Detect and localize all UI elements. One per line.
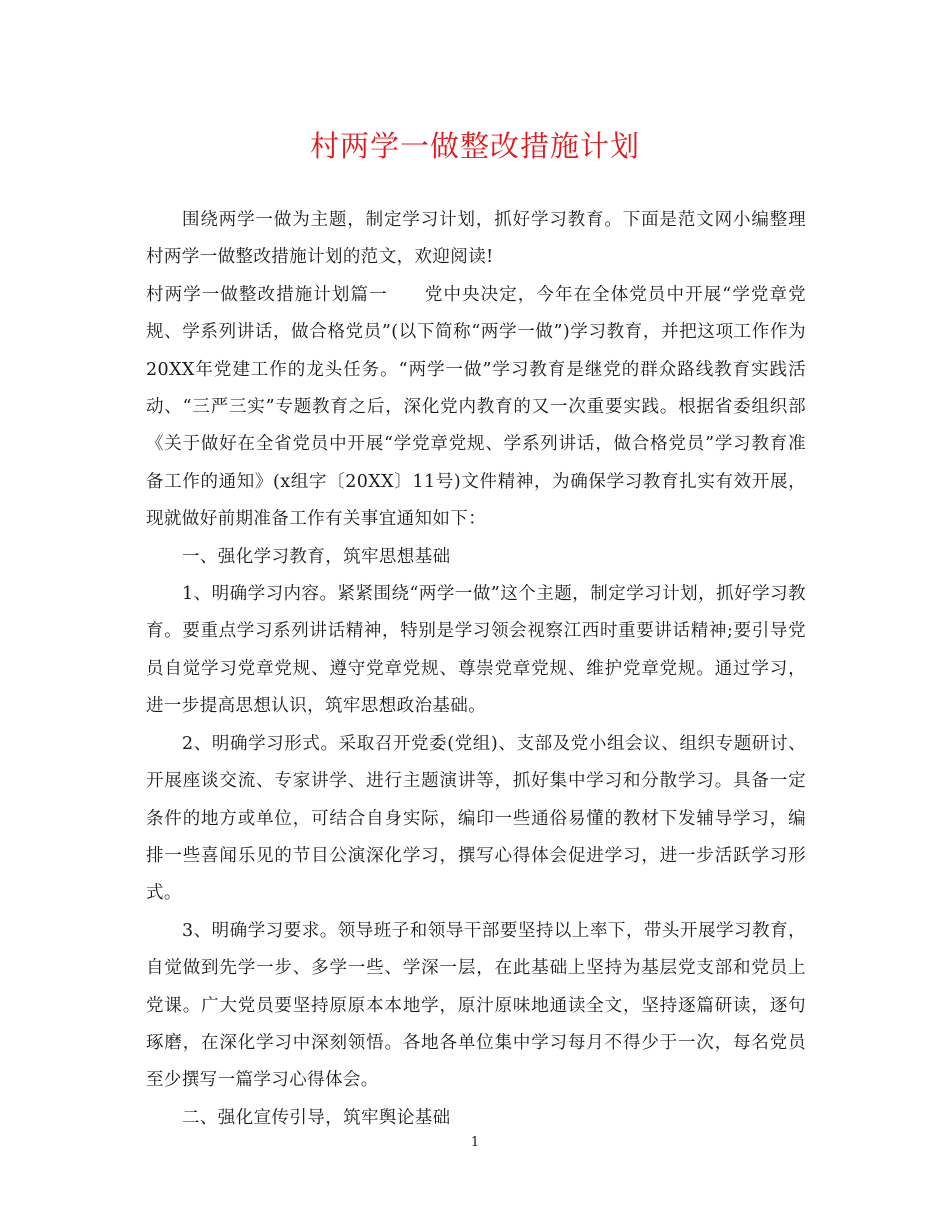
section-heading-two: 二、强化宣传引导，筑牢舆论基础 <box>182 1107 451 1128</box>
item-two-paragraph: 2、明确学习形式。采取召开党委(党组)、支部及党小组会议、组织专题研讨、开展座谈交流、专家讲学、进行主题演讲等，抓好集中学习和分散学习。具备一定条件的地方或单位，可结合自身实际，编印一些通俗易懂的教材下发辅导学习，编排一些喜闻乐见的节目公演深化学习，撰写心得体会促进学习，进一步活跃学习形式。 <box>146 733 806 904</box>
part-one-paragraph: 村两学一做整改措施计划篇一 党中央决定，今年在全体党员中开展“学党章党规、学系列讲话，做合格党员”(以下简称“两学一做”)学习教育，并把这项工作作为20XX年党建工作的龙头任务。“两学一做”学习教育是继党的群众路线教育实践活动、“三严三实”专题教育之后，深化党内教育的又一次重要实践。根据省委组织部《关于做好在全省党员中开展“学党章党规、学系列讲话，做合格党员”学习教育准备工作的通知》(x组字〔20XX〕11号)文件精神，为确保学习教育扎实有效开展，现就做好前期准备工作有关事宜通知如下： <box>146 284 806 530</box>
page-number: 1 <box>470 1135 480 1150</box>
document-body <box>146 202 806 1137</box>
document-title: 村两学一做整改措施计划 <box>309 129 640 163</box>
item-one-paragraph: 1、明确学习内容。紧紧围绕“两学一做”这个主题，制定学习计划，抓好学习教育。要重点学习系列讲话精神，特别是学习领会视察江西时重要讲话精神;要引导党员自觉学习党章党规、遵守党章党规、尊崇党章党规、维护党章党规。通过学习，进一步提高思想认识，筑牢思想政治基础。 <box>146 584 806 717</box>
section-heading-one: 一、强化学习教育，筑牢思想基础 <box>182 546 451 567</box>
intro-paragraph: 围绕两学一做为主题，制定学习计划，抓好学习教育。下面是范文网小编整理村两学一做整改措施计划的范文，欢迎阅读! <box>146 210 806 268</box>
item-three-paragraph: 3、明确学习要求。领导班子和领导干部要坚持以上率下，带头开展学习教育，自觉做到先学一步、多学一些、学深一层，在此基础上坚持为基层党支部和党员上党课。广大党员要坚持原原本本地学，原汁原味地通读全文，坚持逐篇研读，逐句琢磨，在深化学习中深刻领悟。各地各单位集中学习每月不得少于一次，每名党员至少撰写一篇学习心得体会。 <box>146 920 806 1091</box>
